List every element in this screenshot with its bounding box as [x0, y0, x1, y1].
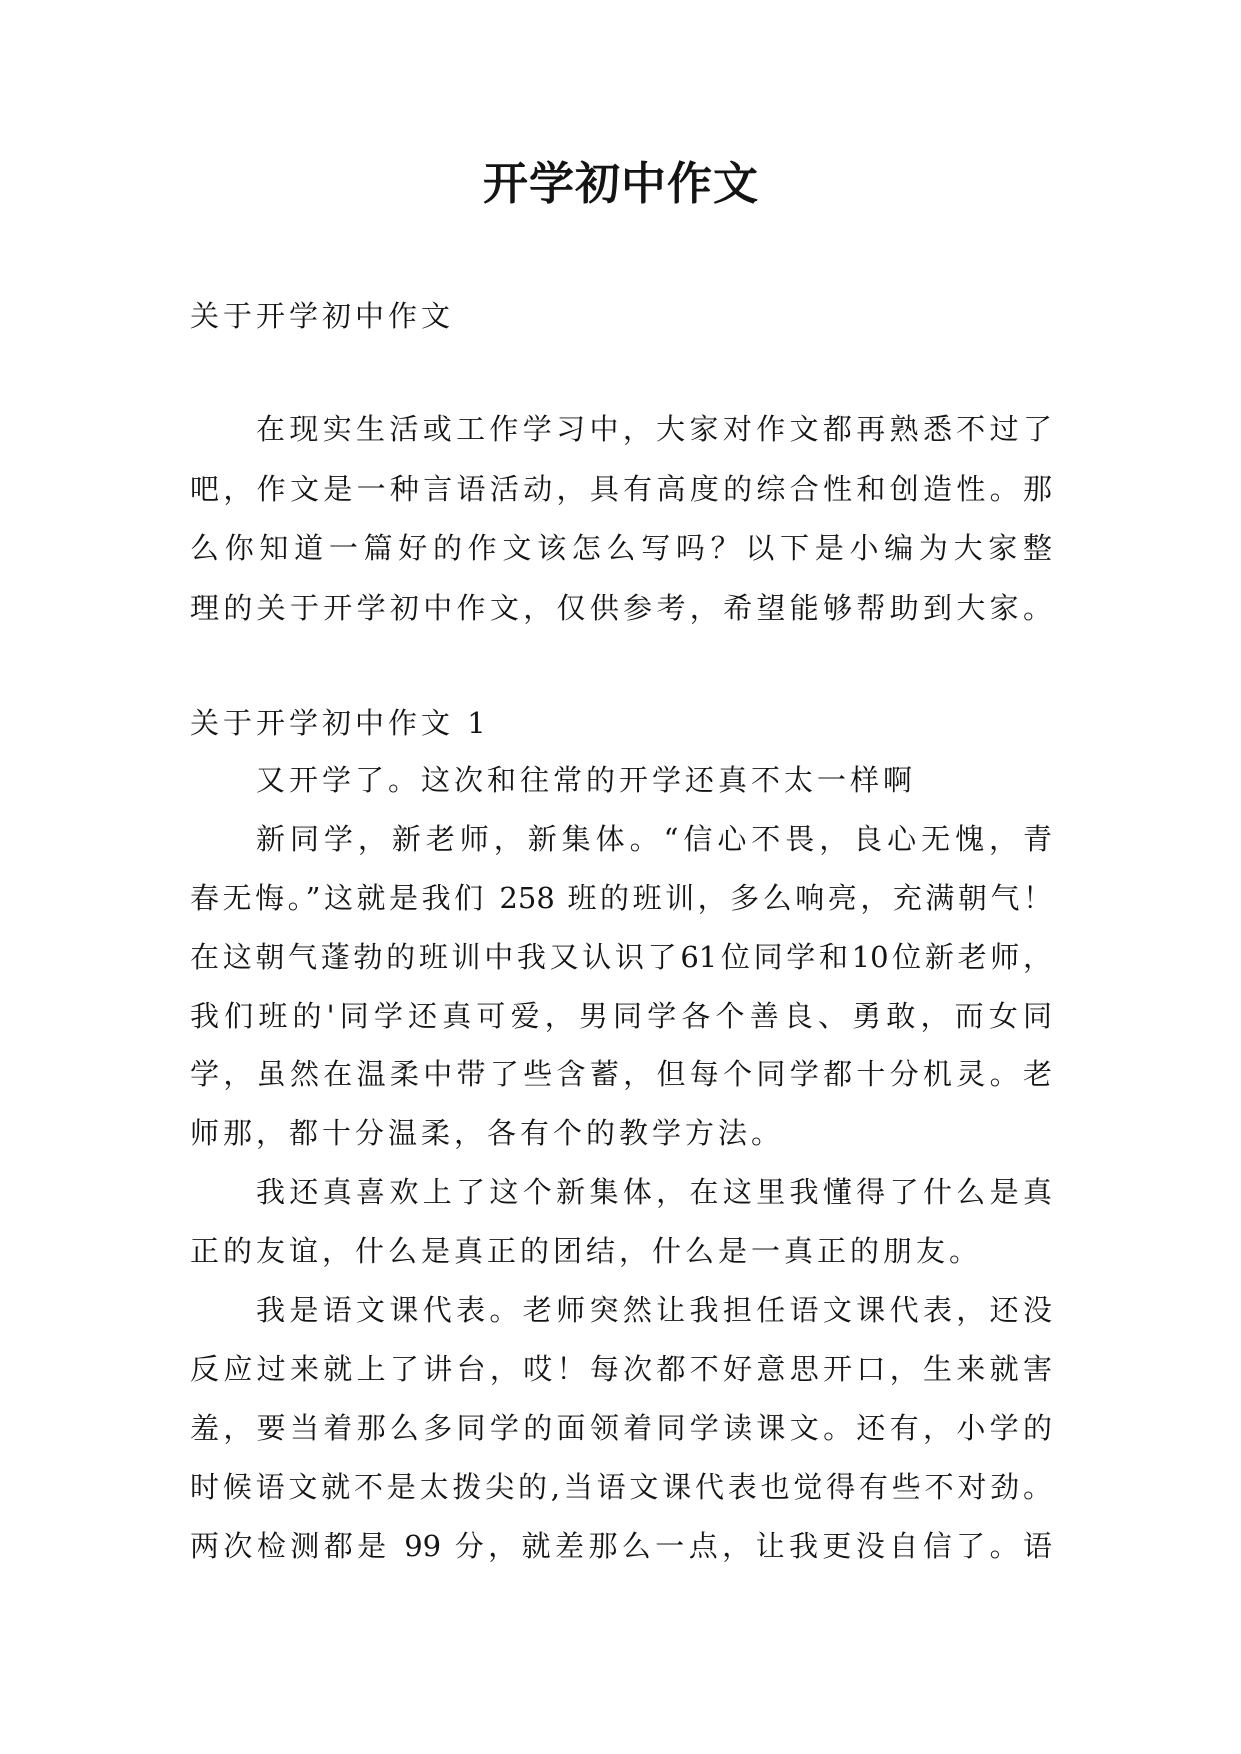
paragraph [190, 810, 1052, 1163]
text-line: 我是语文课代表。老师突然让我担任语文课代表，还没 [256, 1293, 1052, 1328]
text-line: 吧，作文是一种言语活动，具有高度的综合性和创造性。那 [190, 471, 1052, 506]
heading-text: 关于开学初中作文 [190, 299, 455, 333]
text-line: 么你知道一篇好的作文该怎么写吗？以下是小编为大家整 [190, 531, 1052, 565]
paragraph [190, 1163, 1052, 1281]
text-line: 又开学了。这次和往常的开学还真不太一样啊 [256, 763, 917, 797]
document-title: 开学初中作文 [482, 157, 759, 210]
text-line: 我们班的'同学还真可爱，男同学各个善良、勇敢，而女同 [190, 998, 1052, 1033]
text-line: 在现实生活或工作学习中，大家对作文都再熟悉不过了 [256, 412, 1052, 446]
text-line: 新同学，新老师，新集体。“信心不畏，良心无愧，青 [256, 821, 1052, 856]
intro-paragraph [190, 400, 1052, 638]
text-line: 两次检测都是 99 分，就差那么一点，让我更没自信了。语 [190, 1528, 1052, 1563]
text-line: 春无悔。”这就是我们 258 班的班训，多么响亮，充满朝气！ [190, 880, 1052, 915]
text-line: 羞，要当着那么多同学的面领着同学读课文。还有，小学的 [190, 1410, 1052, 1445]
text-line: 师那，都十分温柔，各有个的教学方法。 [190, 1116, 785, 1151]
section-heading [190, 287, 1052, 346]
text-line: 我还真喜欢上了这个新集体，在这里我懂得了什么是真 [256, 1175, 1052, 1210]
text-line: 学，虽然在温柔中带了些含蓄，但每个同学都十分机灵。老 [190, 1057, 1052, 1092]
text-line: 在这朝气蓬勃的班训中我又认识了61位同学和10位新老师， [190, 939, 1052, 974]
text-line: 理的关于开学初中作文，仅供参考，希望能够帮助到大家。 [190, 590, 1052, 625]
text-line: 正的友谊，什么是真正的团结，什么是一真正的朋友。 [190, 1234, 983, 1269]
text-line: 反应过来就上了讲台，哎！每次都不好意思开口，生来就害 [190, 1351, 1052, 1386]
essay-body [190, 751, 1052, 1575]
essay-heading [190, 694, 1052, 753]
paragraph [190, 1281, 1052, 1575]
paragraph [190, 751, 1052, 810]
text-line: 时候语文就不是太拨尖的,当语文课代表也觉得有些不对劲。 [190, 1469, 1052, 1504]
heading-text: 关于开学初中作文 1 [190, 706, 490, 740]
